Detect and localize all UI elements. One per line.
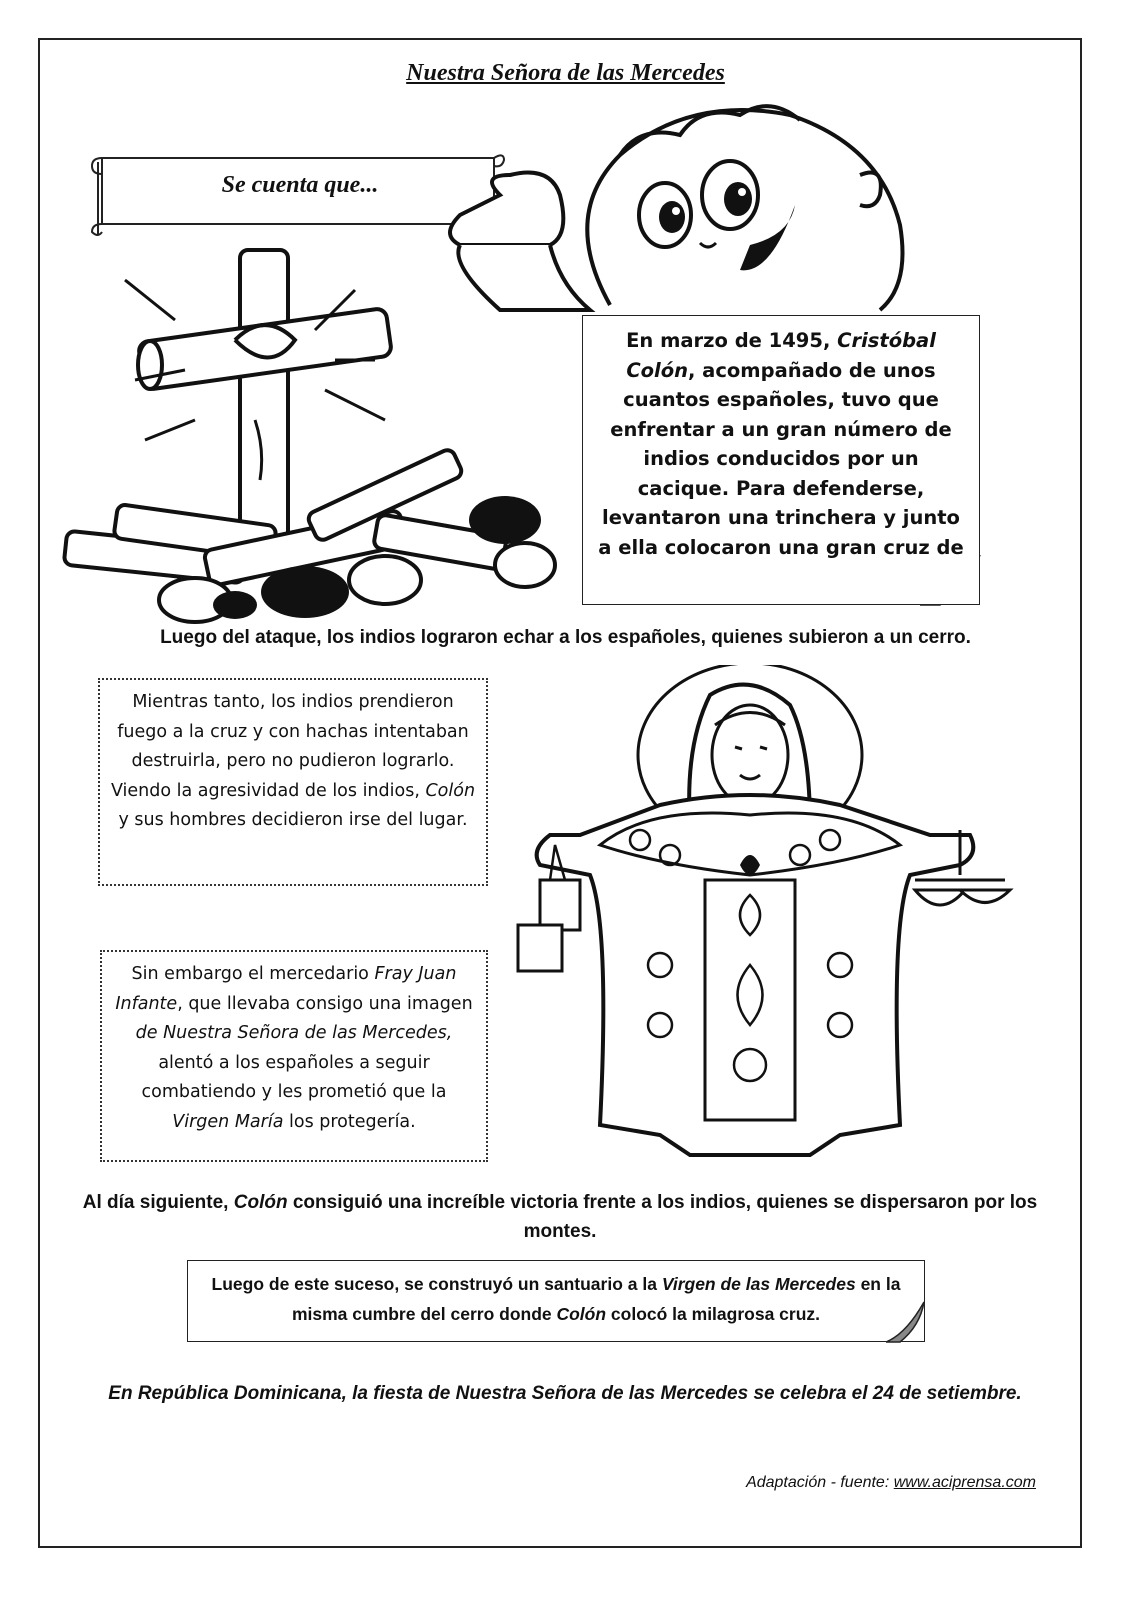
narrative-line-1: Luego del ataque, los indios lograron echar a los españoles, quienes subieron a un cerro. <box>160 627 971 648</box>
virgin-mary-illustration-icon <box>510 665 1030 1175</box>
story-box-2: Mientras tanto, los indios prendieron fuego a la cruz y con hachas intentaban destruirla, pero no pudieron lograrlo. Viendo la agresividad de los indios, Colón y sus hombres decidieron irse del lugar. <box>98 678 488 886</box>
scroll-text: Se cuenta que... <box>221 172 379 198</box>
story-box-3: Sin embargo el mercedario Fray Juan Infante, que llevaba consigo una imagen de Nuestra Señora de las Mercedes, alentó a los españoles a seguir combatiendo y les prometió que la Virgen María los protegería. <box>100 950 488 1162</box>
narrative-line-2: Al día siguiente, Colón consiguió una increíble victoria frente a los indios, quienes se dispersaron por los montes. <box>82 1192 1038 1242</box>
source-link[interactable]: www.aciprensa.com <box>893 1474 1036 1491</box>
page-title: Nuestra Señora de las Mercedes <box>406 60 725 86</box>
feast-day-statement: En República Dominicana, la fiesta de Nuestra Señora de las Mercedes se celebra el 24 de setiembre. <box>108 1383 1022 1404</box>
source-credit: Adaptación - fuente: www.aciprensa.com <box>746 1474 1036 1491</box>
sanctuary-note-box: Luego de este suceso, se construyó un santuario a la Virgen de las Mercedes en la misma cumbre del cerro donde Colón colocó la milagrosa cruz. <box>187 1260 925 1342</box>
note-page-curl-icon <box>886 1300 926 1344</box>
story-box-1: En marzo de 1495, Cristóbal Colón, acompañado de unos cuantos españoles, tuvo que enfrentar a un gran número de indios conducidos por un cacique. Para defenderse, levantaron una trinchera y junto a ella colocaron una gran cruz de <box>582 315 980 605</box>
cross-bonfire-illustration-icon <box>55 240 575 625</box>
